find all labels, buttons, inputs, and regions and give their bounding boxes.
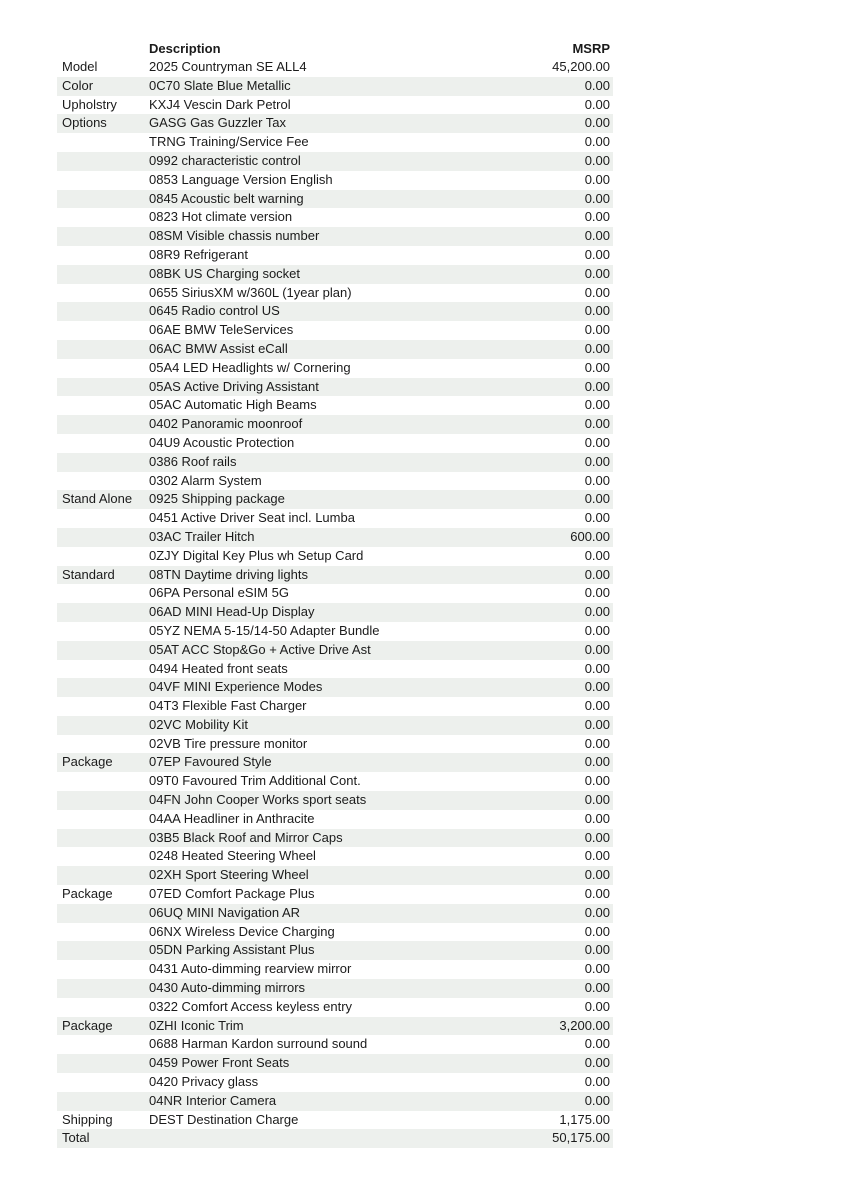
description-cell: 0431 Auto-dimming rearview mirror xyxy=(149,961,352,977)
msrp-cell: 0.00 xyxy=(584,848,610,864)
category-cell xyxy=(57,208,149,227)
description-cell: 03B5 Black Roof and Mirror Caps xyxy=(149,829,343,845)
msrp-cell: 0.00 xyxy=(584,585,610,601)
category-cell xyxy=(57,453,149,472)
category-cell xyxy=(57,810,149,829)
table-row xyxy=(57,735,613,754)
description-cell: 03AC Trailer Hitch xyxy=(149,528,255,544)
msrp-cell: 0.00 xyxy=(584,1092,610,1108)
msrp-cell: 0.00 xyxy=(584,416,610,432)
category-cell xyxy=(57,1054,149,1073)
table-row xyxy=(57,453,613,472)
table-row xyxy=(57,941,613,960)
table-row xyxy=(57,847,613,866)
table-row xyxy=(57,152,613,171)
msrp-cell: 0.00 xyxy=(584,679,610,695)
category-cell xyxy=(57,378,149,397)
msrp-cell: 45,200.00 xyxy=(552,59,610,74)
msrp-cell: 0.00 xyxy=(584,604,610,620)
category-cell xyxy=(57,960,149,979)
table-row xyxy=(57,1017,613,1036)
category-cell xyxy=(57,265,149,284)
description-cell: 0655 SiriusXM w/360L (1year plan) xyxy=(149,284,352,300)
description-cell: DEST Destination Charge xyxy=(149,1111,299,1127)
category-cell: Upholstry xyxy=(62,96,117,112)
description-cell: 02XH Sport Steering Wheel xyxy=(149,867,309,883)
table-row xyxy=(57,133,613,152)
description-cell xyxy=(149,1129,495,1148)
table-row xyxy=(57,1111,613,1130)
msrp-cell: 0.00 xyxy=(584,340,610,356)
msrp-cell: 0.00 xyxy=(584,660,610,676)
msrp-cell: 0.00 xyxy=(584,190,610,206)
table-row xyxy=(57,753,613,772)
category-cell xyxy=(57,904,149,923)
category-cell xyxy=(57,866,149,885)
msrp-cell: 0.00 xyxy=(584,961,610,977)
description-cell: 0C70 Slate Blue Metallic xyxy=(149,77,291,93)
category-cell xyxy=(57,340,149,359)
category-cell xyxy=(57,152,149,171)
table-row xyxy=(57,547,613,566)
description-cell: 0302 Alarm System xyxy=(149,472,262,488)
description-cell: 0823 Hot climate version xyxy=(149,209,293,225)
table-row xyxy=(57,584,613,603)
description-cell: 0459 Power Front Seats xyxy=(149,1055,290,1071)
category-cell xyxy=(57,1073,149,1092)
category-cell xyxy=(57,791,149,810)
msrp-cell: 0.00 xyxy=(584,134,610,150)
category-cell xyxy=(57,133,149,152)
table-row xyxy=(57,208,613,227)
description-cell: 0853 Language Version English xyxy=(149,171,333,187)
msrp-cell: 0.00 xyxy=(584,284,610,300)
description-cell: 05A4 LED Headlights w/ Cornering xyxy=(149,359,351,375)
description-cell: 0420 Privacy glass xyxy=(149,1074,259,1090)
description-cell: 2025 Countryman SE ALL4 xyxy=(149,59,307,74)
msrp-cell: 0.00 xyxy=(584,453,610,469)
description-cell: 0430 Auto-dimming mirrors xyxy=(149,980,306,996)
category-cell xyxy=(57,716,149,735)
msrp-cell: 0.00 xyxy=(584,829,610,845)
category-cell: Options xyxy=(62,115,107,131)
msrp-cell: 0.00 xyxy=(584,397,610,413)
table-row xyxy=(57,415,613,434)
table-row xyxy=(57,566,613,585)
description-cell: 0ZJY Digital Key Plus wh Setup Card xyxy=(149,547,364,563)
table-row xyxy=(57,227,613,246)
table-row xyxy=(57,528,613,547)
msrp-cell: 0.00 xyxy=(584,228,610,244)
table-row xyxy=(57,359,613,378)
description-cell: 07ED Comfort Package Plus xyxy=(149,886,315,902)
msrp-cell: 0.00 xyxy=(584,923,610,939)
msrp-cell: 0.00 xyxy=(584,246,610,262)
table-row xyxy=(57,396,613,415)
category-cell xyxy=(57,284,149,303)
description-cell: 08TN Daytime driving lights xyxy=(149,566,308,582)
msrp-cell: 0.00 xyxy=(584,1036,610,1052)
header-description: Description xyxy=(149,41,221,56)
table-row xyxy=(57,77,613,96)
msrp-cell: 0.00 xyxy=(584,1074,610,1090)
table-row xyxy=(57,114,613,133)
table-row xyxy=(57,885,613,904)
msrp-cell: 0.00 xyxy=(584,1055,610,1071)
msrp-cell: 0.00 xyxy=(584,886,610,902)
description-cell: 06AE BMW TeleServices xyxy=(149,322,294,338)
description-cell: GASG Gas Guzzler Tax xyxy=(149,115,287,131)
description-cell: 09T0 Favoured Trim Additional Cont. xyxy=(149,773,361,789)
category-cell xyxy=(57,246,149,265)
description-cell: 02VB Tire pressure monitor xyxy=(149,735,308,751)
category-cell xyxy=(57,622,149,641)
table-row xyxy=(57,190,613,209)
msrp-cell: 0.00 xyxy=(584,209,610,225)
category-cell xyxy=(57,735,149,754)
description-cell: 06PA Personal eSIM 5G xyxy=(149,585,289,601)
table-row xyxy=(57,810,613,829)
description-cell: 0451 Active Driver Seat incl. Lumba xyxy=(149,510,355,526)
table-row xyxy=(57,434,613,453)
msrp-cell: 0.00 xyxy=(584,942,610,958)
table-body xyxy=(57,58,613,1148)
header-category xyxy=(57,39,149,58)
description-cell: 0ZHI Iconic Trim xyxy=(149,1017,244,1033)
table-row xyxy=(57,58,613,77)
description-cell: 04FN John Cooper Works sport seats xyxy=(149,792,367,808)
table-row xyxy=(57,622,613,641)
msrp-cell: 0.00 xyxy=(584,378,610,394)
table-row xyxy=(57,284,613,303)
category-cell xyxy=(57,1035,149,1054)
category-cell: Package xyxy=(62,754,113,770)
category-cell xyxy=(57,472,149,491)
category-cell xyxy=(57,302,149,321)
table-row xyxy=(57,904,613,923)
table-row xyxy=(57,660,613,679)
description-cell: 04NR Interior Camera xyxy=(149,1092,277,1108)
table-row xyxy=(57,1035,613,1054)
table-row xyxy=(57,979,613,998)
description-cell: 0992 characteristic control xyxy=(149,152,301,168)
category-cell xyxy=(57,603,149,622)
category-cell: Model xyxy=(62,59,98,74)
msrp-cell: 0.00 xyxy=(584,510,610,526)
msrp-cell: 0.00 xyxy=(584,115,610,131)
msrp-cell: 0.00 xyxy=(584,622,610,638)
category-cell xyxy=(57,1092,149,1111)
table-row xyxy=(57,829,613,848)
table-row xyxy=(57,302,613,321)
description-cell: 02VC Mobility Kit xyxy=(149,716,248,732)
table-row xyxy=(57,603,613,622)
category-cell xyxy=(57,998,149,1017)
category-cell: Standard xyxy=(62,566,115,582)
msrp-cell: 0.00 xyxy=(584,322,610,338)
table-row xyxy=(57,960,613,979)
category-cell: Stand Alone xyxy=(62,491,133,507)
category-cell xyxy=(57,847,149,866)
description-cell: 04U9 Acoustic Protection xyxy=(149,434,295,450)
description-cell: 04AA Headliner in Anthracite xyxy=(149,810,315,826)
description-cell: 06UQ MINI Navigation AR xyxy=(149,904,301,920)
table-row xyxy=(57,772,613,791)
table-row xyxy=(57,998,613,1017)
msrp-cell: 0.00 xyxy=(584,566,610,582)
description-cell: 05AC Automatic High Beams xyxy=(149,397,317,413)
category-cell xyxy=(57,321,149,340)
category-cell xyxy=(57,772,149,791)
description-cell: 07EP Favoured Style xyxy=(149,754,272,770)
msrp-cell: 0.00 xyxy=(584,773,610,789)
description-cell: 08SM Visible chassis number xyxy=(149,228,320,244)
table-header-row xyxy=(57,39,613,58)
table-row xyxy=(57,791,613,810)
msrp-cell: 0.00 xyxy=(584,998,610,1014)
description-cell: 05YZ NEMA 5-15/14-50 Adapter Bundle xyxy=(149,622,380,638)
msrp-cell: 0.00 xyxy=(584,547,610,563)
category-cell: Color xyxy=(62,77,94,93)
description-cell: 06NX Wireless Device Charging xyxy=(149,923,335,939)
description-cell: 0386 Roof rails xyxy=(149,453,237,469)
description-cell: 0248 Heated Steering Wheel xyxy=(149,848,316,864)
msrp-cell: 0.00 xyxy=(584,754,610,770)
msrp-cell: 0.00 xyxy=(584,434,610,450)
description-cell: 08R9 Refrigerant xyxy=(149,246,248,262)
msrp-cell: 0.00 xyxy=(584,359,610,375)
category-cell xyxy=(57,641,149,660)
msrp-cell: 0.00 xyxy=(584,96,610,112)
msrp-cell: 0.00 xyxy=(584,698,610,714)
description-cell: 0845 Acoustic belt warning xyxy=(149,190,304,206)
description-cell: 0645 Radio control US xyxy=(149,303,280,319)
msrp-cell: 0.00 xyxy=(584,77,610,93)
table-row xyxy=(57,340,613,359)
category-cell xyxy=(57,584,149,603)
description-cell: 0322 Comfort Access keyless entry xyxy=(149,998,353,1014)
description-cell: KXJ4 Vescin Dark Petrol xyxy=(149,96,291,112)
description-cell: 04VF MINI Experience Modes xyxy=(149,679,323,695)
table-row xyxy=(57,1092,613,1111)
msrp-cell: 0.00 xyxy=(584,171,610,187)
table-row xyxy=(57,716,613,735)
table-row xyxy=(57,171,613,190)
msrp-cell: 50,175.00 xyxy=(552,1130,610,1146)
category-cell xyxy=(57,227,149,246)
msrp-cell: 3,200.00 xyxy=(559,1017,610,1033)
table-row xyxy=(57,641,613,660)
description-cell: 05AT ACC Stop&Go + Active Drive Ast xyxy=(149,641,371,657)
msrp-cell: 0.00 xyxy=(584,735,610,751)
table-row xyxy=(57,321,613,340)
header-msrp: MSRP xyxy=(572,41,610,56)
category-cell xyxy=(57,396,149,415)
category-cell xyxy=(57,697,149,716)
msrp-cell: 600.00 xyxy=(570,528,610,544)
category-cell: Total xyxy=(62,1130,90,1146)
table-row xyxy=(57,472,613,491)
description-cell: 05AS Active Driving Assistant xyxy=(149,378,319,394)
msrp-cell: 0.00 xyxy=(584,810,610,826)
category-cell xyxy=(57,528,149,547)
description-cell: 08BK US Charging socket xyxy=(149,265,301,281)
table-row xyxy=(57,866,613,885)
description-cell: 0688 Harman Kardon surround sound xyxy=(149,1036,368,1052)
category-cell xyxy=(57,923,149,942)
category-cell xyxy=(57,941,149,960)
msrp-cell: 1,175.00 xyxy=(559,1111,610,1127)
msrp-cell: 0.00 xyxy=(584,904,610,920)
msrp-cell: 0.00 xyxy=(584,491,610,507)
description-cell: 0494 Heated front seats xyxy=(149,660,288,676)
table-row xyxy=(57,265,613,284)
description-cell: 04T3 Flexible Fast Charger xyxy=(149,698,307,714)
table-row xyxy=(57,96,613,115)
description-cell: 0402 Panoramic moonroof xyxy=(149,416,303,432)
description-cell: 05DN Parking Assistant Plus xyxy=(149,942,315,958)
category-cell xyxy=(57,979,149,998)
table-row xyxy=(57,378,613,397)
vehicle-options-table xyxy=(57,39,613,1148)
description-cell: TRNG Training/Service Fee xyxy=(149,134,309,150)
category-cell xyxy=(57,434,149,453)
category-cell xyxy=(57,678,149,697)
table-row xyxy=(57,490,613,509)
category-cell: Package xyxy=(62,1017,113,1033)
category-cell xyxy=(57,829,149,848)
category-cell xyxy=(57,547,149,566)
msrp-cell: 0.00 xyxy=(584,303,610,319)
category-cell xyxy=(57,509,149,528)
category-cell xyxy=(57,660,149,679)
table-row xyxy=(57,1054,613,1073)
table-row xyxy=(57,1073,613,1092)
table-row xyxy=(57,697,613,716)
msrp-cell: 0.00 xyxy=(584,152,610,168)
msrp-cell: 0.00 xyxy=(584,716,610,732)
table-row xyxy=(57,678,613,697)
category-cell: Package xyxy=(62,886,113,902)
msrp-cell: 0.00 xyxy=(584,641,610,657)
description-cell: 0925 Shipping package xyxy=(149,491,285,507)
description-cell: 06AD MINI Head-Up Display xyxy=(149,604,315,620)
msrp-cell: 0.00 xyxy=(584,792,610,808)
category-cell xyxy=(57,171,149,190)
msrp-cell: 0.00 xyxy=(584,472,610,488)
table-row xyxy=(57,1129,613,1148)
table-row xyxy=(57,923,613,942)
table-row xyxy=(57,246,613,265)
category-cell xyxy=(57,359,149,378)
msrp-cell: 0.00 xyxy=(584,867,610,883)
msrp-cell: 0.00 xyxy=(584,980,610,996)
table-row xyxy=(57,509,613,528)
category-cell xyxy=(57,190,149,209)
description-cell: 06AC BMW Assist eCall xyxy=(149,340,288,356)
msrp-cell: 0.00 xyxy=(584,265,610,281)
category-cell: Shipping xyxy=(62,1111,113,1127)
category-cell xyxy=(57,415,149,434)
